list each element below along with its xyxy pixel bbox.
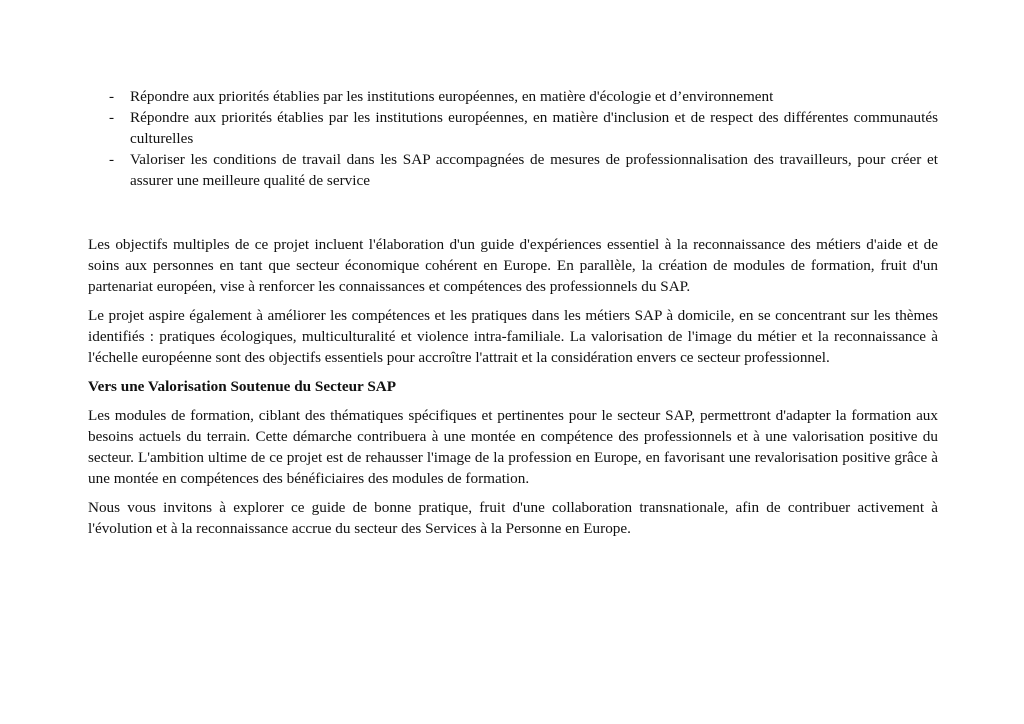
vertical-spacer [88,191,938,234]
list-item [88,149,938,191]
training-modules-paragraph: Les modules de formation, ciblant des thématiques spécifiques et pertinentes pour le secteur SAP, permettront d'adapter la formation aux besoins actuels du terrain. Cette démarche contribuera à une montée en compétence des professionnels et à une valorisation positive du secteur. L'ambition ultime de ce projet est de rehausser l'image de la profession en Europe, en favorisant une revalorisation positive grâce à une montée en compétences des bénéficiaires des modules de formation. [88,407,938,487]
list-item-text: Répondre aux priorités établies par les institutions européennes, en matière d'inclusion et de respect des différentes communautés culturelles [130,109,938,147]
document-page [88,86,938,547]
list-item [88,86,938,107]
objectives-paragraph: Les objectifs multiples de ce projet incluent l'élaboration d'un guide d'expériences essentiel à la reconnaissance des métiers d'aide et de soins aux personnes en tant que secteur économique cohérent en Europe. En parallèle, la création de modules de formation, fruit d'un partenariat européen, vise à renforcer les connaissances et compétences des professionnels du SAP. [88,236,938,295]
list-item-text: Valoriser les conditions de travail dans les SAP accompagnées de mesures de professionnalisation des travailleurs, pour créer et assurer une meilleure qualité de service [130,151,938,189]
aspirations-paragraph: Le projet aspire également à améliorer les compétences et les pratiques dans les métiers SAP à domicile, en se concentrant sur les thèmes identifiés : pratiques écologiques, multiculturalité et violence intra-familiale. La valorisation de l'image du métier et la reconnaissance à l'échelle européenne sont des objectifs essentiels pour accroître l'attrait et la considération envers ce secteur professionnel. [88,307,938,366]
section-heading: Vers une Valorisation Soutenue du Secteur SAP [88,378,397,395]
list-item [88,107,938,149]
invitation-paragraph: Nous vous invitons à explorer ce guide de bonne pratique, fruit d'une collaboration transnationale, afin de contribuer activement à l'évolution et à la reconnaissance accrue du secteur des Services à la Personne en Europe. [88,499,938,537]
priorities-list [88,86,938,191]
list-bullet-dash: - [109,88,115,105]
list-bullet-dash: - [109,151,115,168]
list-bullet-dash: - [109,109,115,126]
list-item-text: Répondre aux priorités établies par les institutions européennes, en matière d'écologie et d’environnement [130,88,774,105]
